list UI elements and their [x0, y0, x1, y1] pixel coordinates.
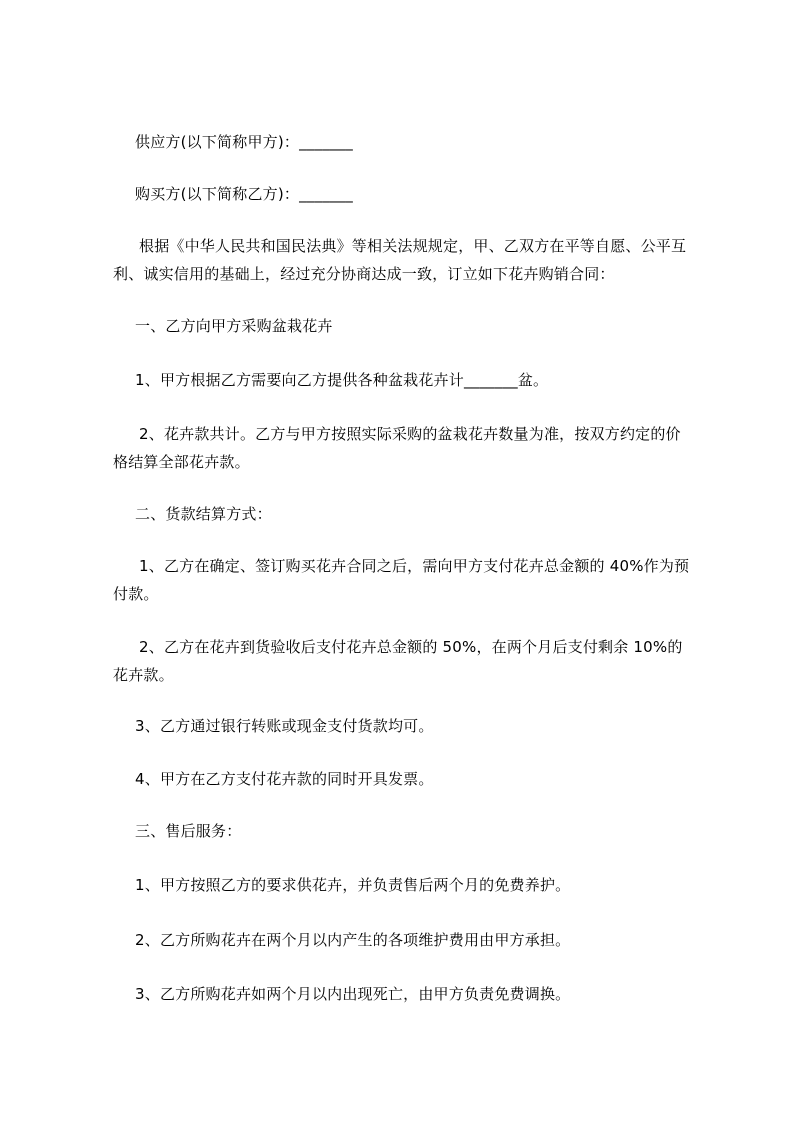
section2-item-2: 2、乙方在花卉到货验收后支付花卉总金额的 50%，在两个月后支付剩余 10%的花卉款。: [113, 638, 683, 684]
section3-item-2: 2、乙方所购花卉在两个月以内产生的各项维护费用由甲方承担。: [135, 931, 571, 949]
section3-heading: 三、售后服务：: [135, 822, 242, 840]
party-a-line: 供应方(以下简称甲方)：_______: [135, 133, 354, 151]
section3-item-3: 3、乙方所购花卉如两个月以内出现死亡，由甲方负责免费调换。: [135, 985, 571, 1003]
section2-item-1: 1、乙方在确定、签订购买花卉合同之后，需向甲方支付花卉总金额的 40%作为预付款。: [113, 557, 690, 603]
preamble-paragraph: 根据《中华人民共和国民法典》等相关法规规定，甲、乙双方在平等自愿、公平互利、诚实信用的基础上，经过充分协商达成一致，订立如下花卉购销合同：: [113, 237, 687, 283]
section1-item-1: 1、甲方根据乙方需要向乙方提供各种盆栽花卉计_______盆。: [135, 371, 549, 389]
party-b-line: 购买方(以下简称乙方)：_______: [135, 185, 354, 203]
section1-heading: 一、乙方向甲方采购盆栽花卉: [135, 317, 333, 335]
section2-item-3: 3、乙方通过银行转账或现金支付货款均可。: [135, 717, 434, 735]
section2-heading: 二、货款结算方式：: [135, 505, 272, 523]
section1-item-2: 2、花卉款共计。乙方与甲方按照实际采购的盆栽花卉数量为准，按双方约定的价格结算全部花卉款。: [113, 425, 681, 471]
section3-item-1: 1、甲方按照乙方的要求供花卉，并负责售后两个月的免费养护。: [135, 876, 571, 894]
section2-item-4: 4、甲方在乙方支付花卉款的同时开具发票。: [135, 770, 434, 788]
